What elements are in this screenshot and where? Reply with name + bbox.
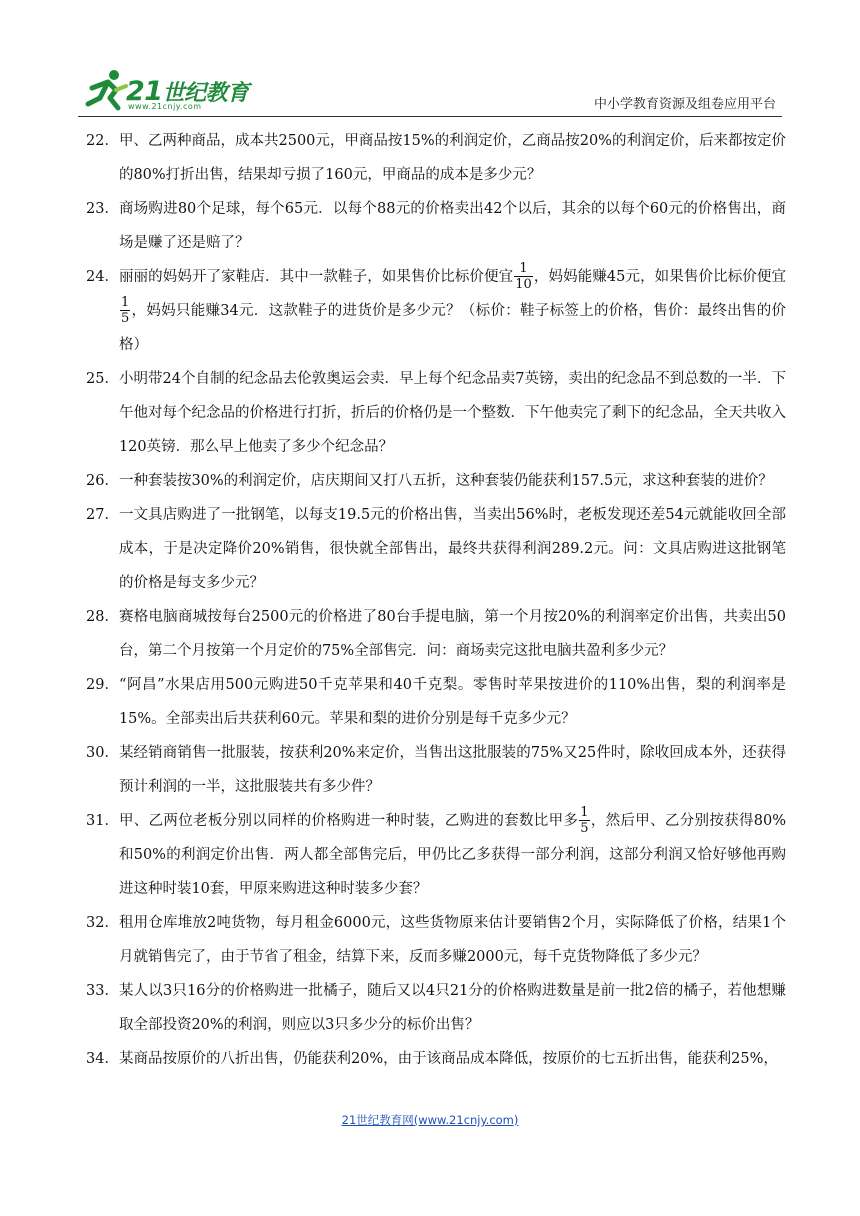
problem-item	[86, 974, 786, 1042]
logo-brand-number: 21	[126, 76, 163, 107]
problem-text-segment: 丽丽的妈妈开了家鞋店．其中一款鞋子，如果售价比标价便宜	[118, 269, 514, 285]
problem-text	[119, 668, 786, 736]
fraction-denominator: 10	[515, 276, 532, 292]
problem-text-segment: 租用仓库堆放2吨货物，每月租金6000元，这些货物原来估计要销售2个月，实际降低了价格，结果1个月就销售完了，由于节省了租金，结算下来，反而多赚2000元，每千克货物降低了多少元？	[118, 915, 786, 965]
fraction	[120, 295, 130, 326]
fraction	[514, 261, 533, 292]
header-divider	[78, 116, 782, 117]
problem-text-segment: ，然后甲、乙分别按获得80%和50%的利润定价出售．两人都全部售完后，甲仍比乙多获得一部分利润，这部分利润又恰好够他再购进这种时装10套，甲原来购进这种时装多少套？	[118, 813, 787, 897]
problem-item	[86, 1042, 786, 1076]
problem-item	[86, 260, 786, 362]
runner-logo-icon	[84, 68, 128, 112]
problem-text	[119, 362, 786, 464]
problem-text-segment: “阿昌”水果店用500元购进50千克苹果和40千克梨。零售时苹果按进价的110%出售，梨的利润率是15%。全部卖出后共获利60元。苹果和梨的进价分别是每千克多少元？	[118, 677, 786, 727]
fraction-denominator: 5	[580, 820, 589, 836]
problem-item	[86, 736, 786, 804]
logo-21cnjy	[78, 66, 278, 116]
page-footer	[0, 1112, 860, 1128]
problem-text-segment: 甲、乙两种商品，成本共2500元，甲商品按15%的利润定价，乙商品按20%的利润定价，后来都按定价的80%打折出售，结果却亏损了160元，甲商品的成本是多少元？	[118, 133, 786, 183]
problem-item	[86, 362, 786, 464]
problem-number: 24．	[86, 269, 119, 285]
problem-item	[86, 906, 786, 974]
fraction-denominator: 5	[120, 310, 130, 326]
problem-number: 31．	[86, 813, 119, 829]
problem-item	[86, 600, 786, 668]
problem-item	[86, 804, 786, 906]
problem-number: 22．	[86, 133, 119, 149]
problem-text-segment: ，妈妈只能赚34元．这款鞋子的进货价是多少元？（标价：鞋子标签上的价格，售价：最终出售的价格）	[118, 303, 786, 353]
problem-text-segment: 商场购进80个足球，每个65元．以每个88元的价格卖出42个以后，其余的以每个60元的价格售出，商场是赚了还是赔了？	[118, 201, 786, 251]
fraction	[579, 805, 589, 836]
problem-text-segment: 小明带24个自制的纪念品去伦敦奥运会卖．早上每个纪念品卖7英镑，卖出的纪念品不到总数的一半．下午他对每个纪念品的价格进行打折，折后的价格仍是一个整数．下午他卖完了剩下的纪念品，全天共收入120英镑．那么早上他卖了多少个纪念品？	[118, 371, 786, 455]
problem-text-segment: 某经销商销售一批服装，按获利20%来定价，当售出这批服装的75%又25件时，除收回成本外，还获得预计利润的一半，这批服装共有多少件？	[118, 745, 786, 795]
problem-text	[119, 260, 786, 362]
footer-link[interactable]: 21世纪教育网(www.21cnjy.com)	[341, 1113, 519, 1127]
problem-text	[119, 124, 786, 192]
problem-text	[119, 600, 786, 668]
problem-text	[119, 736, 786, 804]
fraction-numerator: 1	[580, 804, 589, 820]
problem-number: 34．	[86, 1051, 119, 1067]
problem-number: 23．	[86, 201, 119, 217]
problem-text-segment: 一文具店购进了一批钢笔，以每支19.5元的价格出售，当卖出56%时，老板发现还差54元就能收回全部成本，于是决定降价20%销售，很快就全部售出，最终共获得利润289.2元。问：文具店购进这批钢笔的价格是每支多少元？	[118, 507, 786, 591]
problem-text	[119, 974, 786, 1042]
problem-text	[119, 804, 786, 906]
problem-number: 25．	[86, 371, 119, 387]
problem-item	[86, 668, 786, 736]
logo-url: www.21cnjy.com	[128, 102, 202, 111]
problem-item	[86, 498, 786, 600]
problem-text-segment: 赛格电脑商城按每台2500元的价格进了80台手提电脑，第一个月按20%的利润率定价出售，共卖出50台，第二个月按第一个月定价的75%全部售完．问：商场卖完这批电脑共盈利多少元？	[118, 609, 786, 659]
problem-text-segment: 某人以3只16分的价格购进一批橘子，随后又以4只21分的价格购进数量是前一批2倍的橘子，若他想赚取全部投资20%的利润，则应以3只多少分的标价出售？	[118, 983, 786, 1033]
problem-text	[119, 498, 786, 600]
problem-text-segment: 某商品按原价的八折出售，仍能获利20%，由于该商品成本降低，按原价的七五折出售，能获利25%，	[118, 1051, 778, 1067]
problem-text	[119, 192, 786, 260]
problem-number: 33．	[86, 983, 119, 999]
problem-text-segment: ，妈妈能赚45元，如果售价比标价便宜	[533, 269, 787, 285]
problem-text-segment: 一种套装按30%的利润定价，店庆期间又打八五折，这种套装仍能获利157.5元，求这种套装的进价？	[118, 473, 773, 489]
problem-number: 26．	[86, 473, 119, 489]
fraction-numerator: 1	[514, 261, 533, 277]
problem-text-segment: 甲、乙两位老板分别以同样的价格购进一种时装，乙购进的套数比甲多	[118, 813, 579, 829]
problem-text	[119, 906, 786, 974]
problem-list	[86, 124, 786, 1076]
problem-text	[119, 1042, 786, 1076]
page-header	[78, 66, 782, 116]
logo-brand-text: 世纪教育	[162, 81, 249, 106]
fraction-numerator: 1	[120, 294, 130, 310]
problem-number: 32．	[86, 915, 119, 931]
problem-item	[86, 464, 786, 498]
problem-item	[86, 192, 786, 260]
problem-item	[86, 124, 786, 192]
problem-number: 30．	[86, 745, 119, 761]
problem-number: 29．	[86, 677, 119, 693]
problem-text	[119, 464, 786, 498]
problem-number: 27．	[86, 507, 119, 523]
platform-tagline: 中小学教育资源及组卷应用平台	[593, 97, 776, 112]
problem-number: 28．	[86, 609, 119, 625]
